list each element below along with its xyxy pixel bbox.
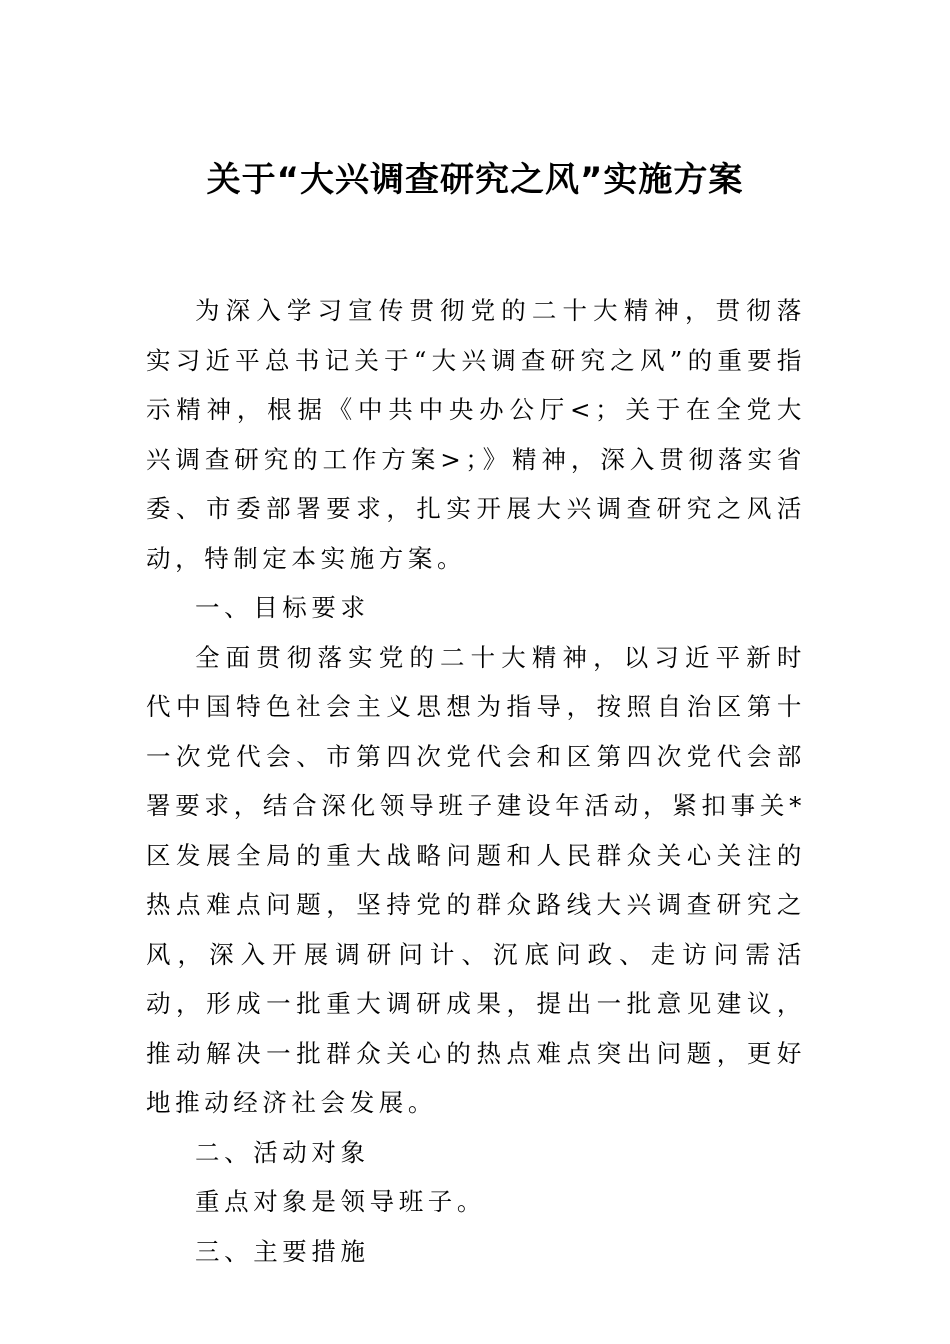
paragraph-targets: 重点对象是领导班子。 [195, 1187, 486, 1216]
paragraph-goals: 全面贯彻落实党的二十大精神，以习近平新时代中国特色社会主义思想为指导，按照自治区第十一次党代会、市第四次党代会和区第四次党代会部署要求，结合深化领导班子建设年活动，紧扣事关*区发展全局的重大战略问题和人民群众关心关注的热点难点问题，坚持党的群众路线大兴调查研究之风，深入开展调研问计、沉底问政、走访问需活动，形成一批重大调研成果，提出一批意见建议，推动解决一批群众关心的热点难点突出问题，更好地推动经济社会发展。 [146, 642, 806, 1117]
section-heading-measures: 三、主要措施 [195, 1236, 370, 1266]
document-body [146, 286, 806, 1276]
section-heading-targets: 二、活动对象 [195, 1137, 370, 1167]
section-heading-goals: 一、目标要求 [195, 593, 370, 622]
document-title: 关于“大兴调查研究之风”实施方案 [206, 160, 744, 200]
paragraph-intro: 为深入学习宣传贯彻党的二十大精神，贯彻落实习近平总书记关于“大兴调查研究之风”的重要指示精神，根据《中共中央办公厅<；关于在全党大兴调查研究的工作方案>；》精神，深入贯彻落实省委、市委部署要求，扎实开展大兴调查研究之风活动，特制定本实施方案。 [146, 296, 806, 573]
